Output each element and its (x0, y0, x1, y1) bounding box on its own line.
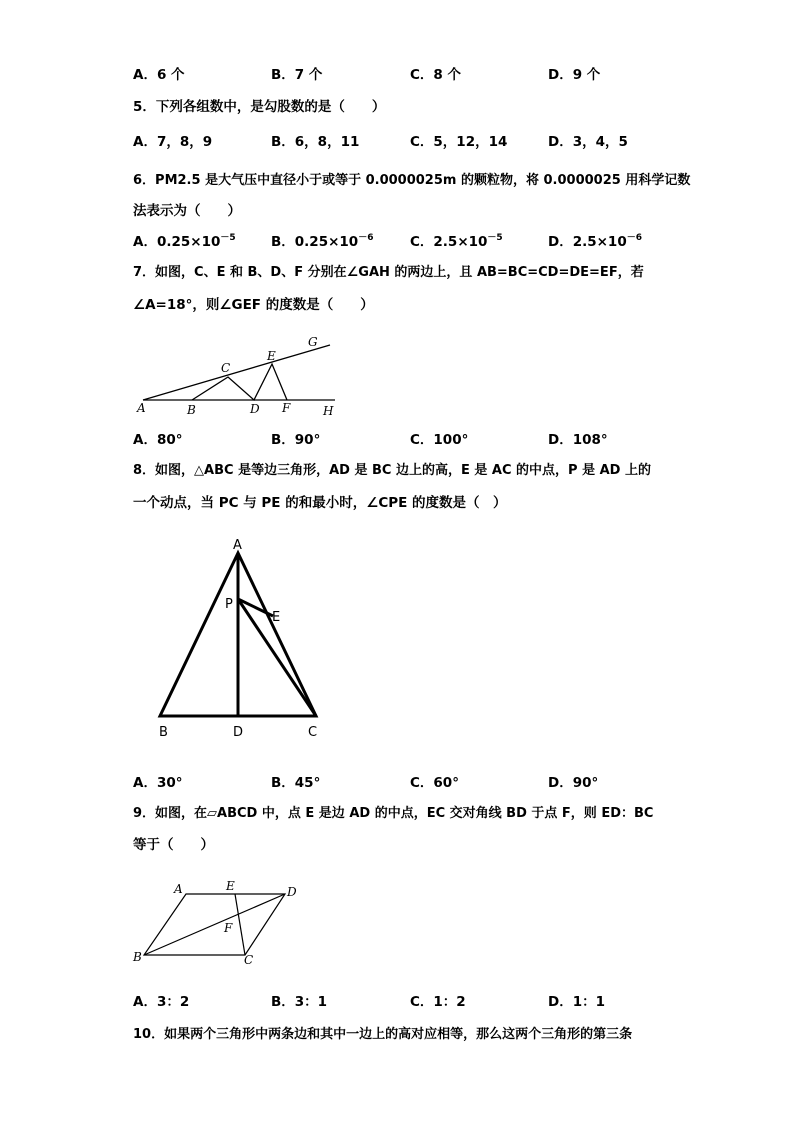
q4-option-d: D．9 个 (548, 67, 601, 83)
q9-label-d: D (287, 885, 297, 899)
q9-label-f: F (224, 921, 233, 935)
q8-option-c: C．60° (410, 775, 459, 791)
q9-option-c: C．1：2 (410, 994, 466, 1010)
q6-option-d: D．$2.5\times 10^{-6}$ (548, 233, 642, 250)
q9-option-b: B．3：1 (271, 994, 328, 1010)
q7-option-a: A．80° (133, 432, 183, 448)
q7-label-c: C (221, 361, 231, 375)
q7-label-b: B (187, 403, 196, 417)
q9-label-b: B (133, 950, 142, 964)
q8-label-d: D (233, 725, 244, 740)
q8-option-b: B．45° (271, 775, 321, 791)
q9-stem-line2: 等于（ ） (133, 837, 214, 853)
q7-label-d: D (250, 402, 260, 416)
q8-stem-line1: 8．如图，△ABC 是等边三角形，AD 是 BC 边上的高，E 是 AC 的中点，P 是 AD 上的 (133, 463, 651, 478)
q4-option-c: C．8 个 (410, 67, 462, 83)
q5-option-d: D．3，4，5 (548, 134, 628, 150)
q6-option-c: C．$2.5\times 10^{-5}$ (410, 233, 503, 250)
q7-figure (130, 332, 360, 422)
q8-label-e: E (272, 610, 281, 625)
q6-option-b: B．$0.25\times 10^{-6}$ (271, 233, 374, 250)
q5-stem: 5．下列各组数中，是勾股数的是（ ） (133, 99, 386, 115)
q6-stem-line1: 6．PM2.5 是大气压中直径小于或等于 0.0000025m 的颗粒物，将 0.0000025 用科学记数 (133, 173, 691, 188)
q7-label-f: F (282, 401, 291, 415)
q7-ray-ag (143, 345, 330, 400)
q5-option-b: B．6，8，11 (271, 134, 360, 150)
q9-stem-line1: 9．如图，在▱ABCD 中，点 E 是边 AD 的中点，EC 交对角线 BD 于点 F，则 ED：BC (133, 806, 654, 821)
q8-label-c: C (308, 725, 318, 740)
q9-option-a: A．3：2 (133, 994, 190, 1010)
q9-label-c: C (244, 953, 254, 967)
q8-figure (150, 532, 350, 742)
q9-segment-ec (235, 894, 245, 955)
q7-option-d: D．108° (548, 432, 608, 448)
q6-option-a: A．$0.25\times 10^{-5}$ (133, 233, 236, 250)
q8-label-a: A (233, 538, 242, 553)
q9-option-d: D．1：1 (548, 994, 605, 1010)
q7-option-c: C．100° (410, 432, 469, 448)
q8-stem-line2: 一个动点，当 PC 与 PE 的和最小时，∠CPE 的度数是（ ） (133, 495, 507, 511)
q7-stem-line1: 7．如图，C、E 和 B、D、F 分别在∠GAH 的两边上，且 AB=BC=CD=DE=EF，若 (133, 265, 644, 280)
q5-option-a: A．7，8，9 (133, 134, 213, 150)
q7-label-g: G (308, 335, 318, 349)
q8-label-b: B (159, 725, 168, 740)
q7-label-e: E (267, 349, 276, 363)
q4-option-b: B．7 个 (271, 67, 323, 83)
q8-option-d: D．90° (548, 775, 599, 791)
q7-label-a: A (137, 401, 146, 415)
q9-label-e: E (226, 879, 235, 893)
q9-label-a: A (174, 882, 183, 896)
q10-stem-line1: 10．如果两个三角形中两条边和其中一边上的高对应相等，那么这两个三角形的第三条 (133, 1027, 633, 1042)
q4-option-a: A．6 个 (133, 67, 185, 83)
q8-option-a: A．30° (133, 775, 183, 791)
q7-stem-line2: ∠A=18°，则∠GEF 的度数是（ ） (133, 297, 374, 313)
q9-figure (130, 876, 305, 968)
q7-label-h: H (323, 404, 334, 418)
q7-option-b: B．90° (271, 432, 321, 448)
q8-label-p: P (225, 597, 233, 612)
q5-option-c: C．5，12，14 (410, 134, 508, 150)
q6-stem-line2: 法表示为（ ） (133, 203, 241, 219)
